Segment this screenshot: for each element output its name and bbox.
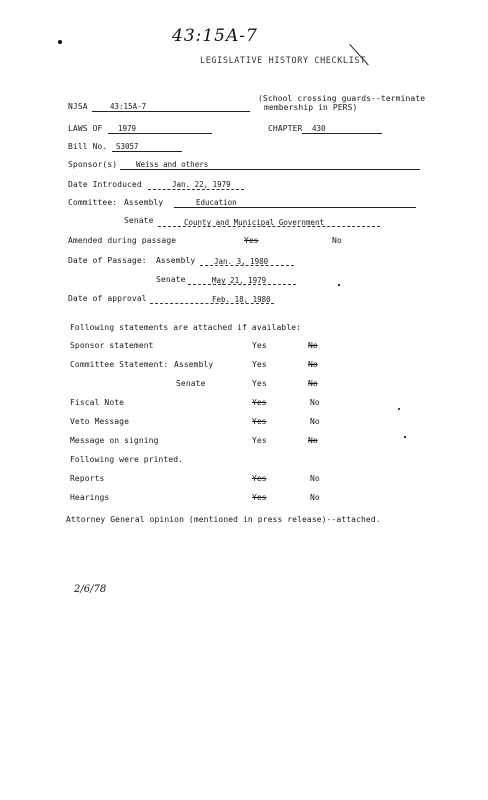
printed-label: Hearings <box>70 493 110 502</box>
statement-label: Sponsor statement <box>70 341 154 350</box>
statement-no-struck: No <box>308 379 318 388</box>
date-introduced-label: Date Introduced <box>68 180 142 189</box>
statement-no-struck: No <box>308 360 318 369</box>
njsa-underline <box>92 111 250 112</box>
statement-yes: Yes <box>252 436 267 445</box>
sponsor-underline <box>120 169 420 170</box>
statement-sub-label: Assembly <box>174 360 214 369</box>
statement-yes-struck: Yes <box>252 398 267 407</box>
bill-no-underline <box>112 151 182 152</box>
document-title: LEGISLATIVE HISTORY CHECKLIST <box>200 56 366 66</box>
amended-label: Amended during passage <box>68 236 177 245</box>
njsa-value: 43:15A-7 <box>110 102 147 111</box>
statement-label: Committee Statement: <box>70 360 169 369</box>
njsa-label: NJSA <box>68 102 88 111</box>
date-passage-assembly-value: Jan. 3, 1980 <box>214 257 269 266</box>
statement-yes-struck: Yes <box>252 417 267 426</box>
footer-initials-date: 2/6/78 <box>74 584 107 595</box>
amended-no: No <box>332 236 342 245</box>
date-approval-value: Feb. 18, 1980 <box>212 295 271 304</box>
statement-yes: Yes <box>252 341 267 350</box>
printed-yes-struck: Yes <box>252 493 267 502</box>
laws-of-underline <box>108 133 212 134</box>
date-passage-senate-label: Senate <box>156 275 186 284</box>
statement-no: No <box>310 417 320 426</box>
scan-speck <box>398 408 400 410</box>
subject-note-line1: (School crossing guards--terminate <box>258 94 426 103</box>
date-passage-label: Date of Passage: <box>68 256 147 265</box>
statements-heading: Following statements are attached if available: <box>70 323 302 332</box>
statement-yes: Yes <box>252 379 267 388</box>
senate-committee-value: County and Municipal Government <box>184 218 324 227</box>
statement-no-struck: No <box>308 436 318 445</box>
statement-label: Message on signing <box>70 436 159 445</box>
subject-note-line2: membership in PERS) <box>264 103 358 112</box>
scan-speck <box>338 284 340 286</box>
statement-sub-label: Senate <box>176 379 206 388</box>
date-passage-assembly-label: Assembly <box>156 256 196 265</box>
bill-no-value: S3057 <box>116 142 139 151</box>
amended-yes: Yes <box>244 236 259 245</box>
date-introduced-value: Jan. 22, 1979 <box>172 180 231 189</box>
committee-label: Committee: <box>68 198 118 207</box>
chapter-value: 430 <box>312 124 326 133</box>
statement-label: Veto Message <box>70 417 129 426</box>
date-introduced-underline <box>148 189 244 190</box>
laws-of-label: LAWS OF <box>68 124 103 133</box>
assembly-committee-underline <box>174 207 416 208</box>
bill-no-label: Bill No. <box>68 142 108 151</box>
date-passage-senate-value: May 21, 1979 <box>212 276 267 285</box>
handwritten-code: 43:15A-7 <box>172 26 258 46</box>
committee-senate-label: Senate <box>124 216 154 225</box>
printed-no: No <box>310 474 320 483</box>
date-approval-label: Date of approval <box>68 294 147 303</box>
printed-label: Reports <box>70 474 105 483</box>
chapter-underline <box>302 133 382 134</box>
statement-no: No <box>310 398 320 407</box>
printed-no: No <box>310 493 320 502</box>
chapter-label: CHAPTER <box>268 124 303 133</box>
statement-label: Fiscal Note <box>70 398 125 407</box>
statement-yes: Yes <box>252 360 267 369</box>
printed-heading: Following were printed. <box>70 455 184 464</box>
laws-of-value: 1979 <box>118 124 137 133</box>
sponsor-label: Sponsor(s) <box>68 160 118 169</box>
printed-yes-struck: Yes <box>252 474 267 483</box>
attorney-general-note: Attorney General opinion (mentioned in press release)--attached. <box>66 515 381 524</box>
scan-speck <box>404 436 406 438</box>
assembly-committee-value: Education <box>196 198 237 207</box>
sponsor-value: Weiss and others <box>136 160 209 169</box>
scan-mark <box>58 40 62 44</box>
statement-no-struck: No <box>308 341 318 350</box>
committee-assembly-label: Assembly <box>124 198 164 207</box>
